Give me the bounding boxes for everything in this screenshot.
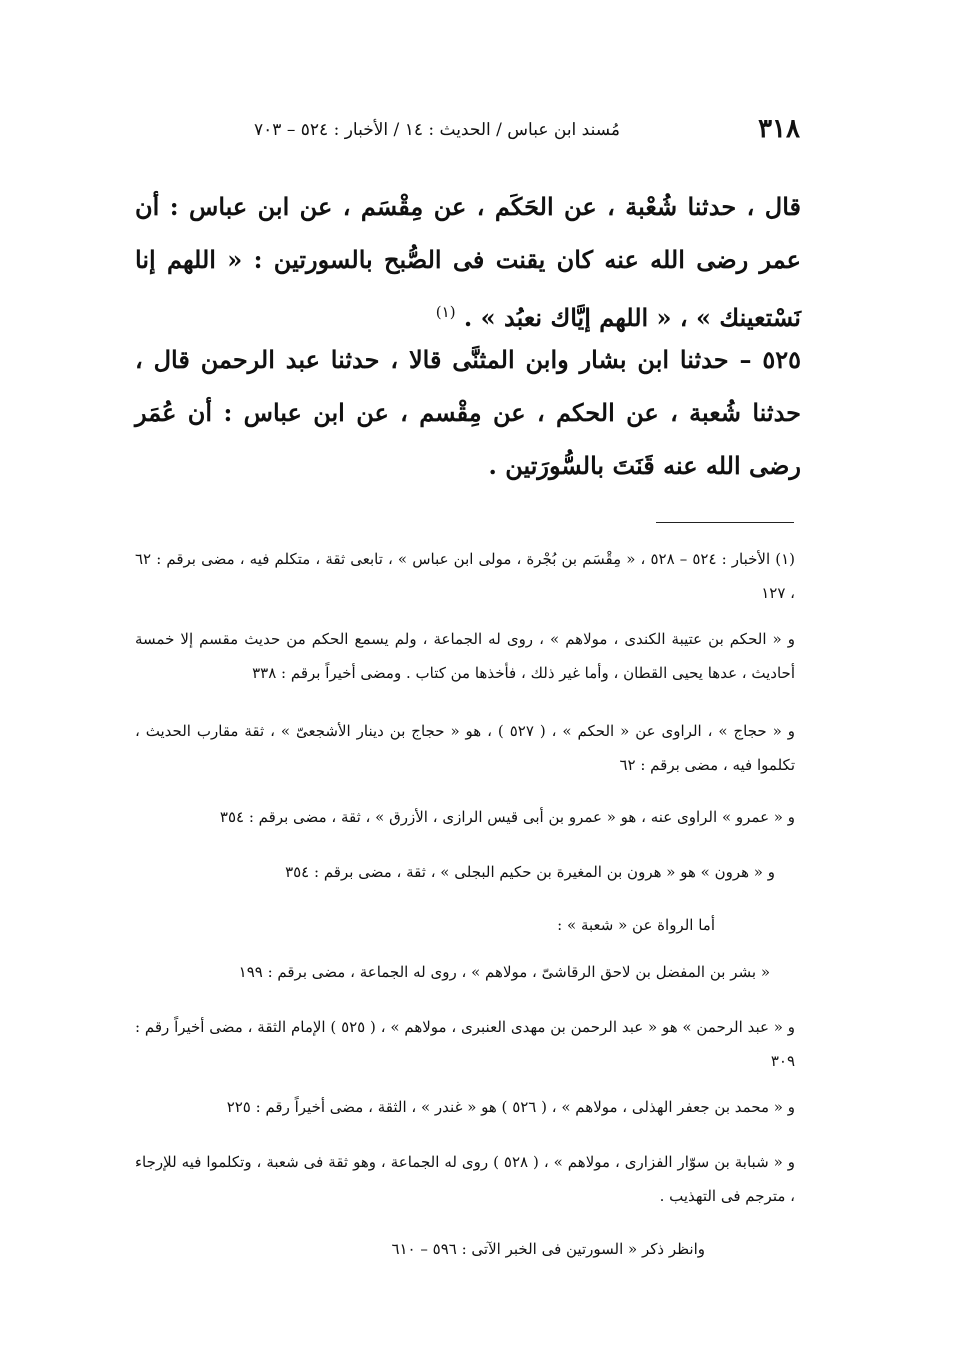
footnote-6: أما الرواة عن « شعبة » : xyxy=(557,916,715,934)
footnote-8: و « عبد الرحمن » هو « عبد الرحمن بن مهدى العنبرى ، مولاهم » ، ( ٥٢٥ ) الإمام الثقة ، مضى أخيراً رقم : ٣٠٩ xyxy=(135,1018,795,1070)
footnote-7: « بشر بن المفضل بن لاحق الرقاشىّ ، مولاهم » ، روى له الجماعة ، مضى برقم : ١٩٩ xyxy=(238,963,770,981)
footnote-marker: (١) xyxy=(435,303,456,321)
footnote-5: و « هرون » هو « هرون بن المغيرة بن حكيم البجلى » ، ثقة ، مضى برقم : ٣٥٤ xyxy=(285,863,775,881)
footnote-4: و « عمرو » الراوى عنه ، هو « عمرو بن أبى قيس الرازى ، الأزرق » ، ثقة ، مضى برقم : ٣٥٤ xyxy=(219,808,795,826)
footnote-separator xyxy=(656,522,794,523)
body-paragraph-1 xyxy=(135,180,801,344)
footnote-1: (١) الأخبار : ٥٢٤ – ٥٢٨ ، « مِقْسَم بن بُجْرة ، مولى ابن عباس » ، تابعى ثقة ، متكلم فيه ، مضى برقم : ٦٢ ، ١٢٧ xyxy=(135,550,796,602)
footnote-3: و « حجاج » ، الراوى عن « الحكم » ، ( ٥٢٧ ) ، هو « حجاج بن دينار الأشجعىّ » ، ثقة مقارب الحديث ، تكلموا فيه ، مضى برقم : ٦٢ xyxy=(135,722,795,774)
running-title: مُسند ابن عباس / الحديث : ١٤ / الأخبار : ٥٢٤ – ٧٠٣ xyxy=(254,120,620,140)
footnote-11: وانظر ذكر « السورتين فى الخبر الآتى : ٥٩٦ – ٦١٠ xyxy=(391,1240,705,1258)
footnote-10: و « شبابة بن سوّار الفزارى ، مولاهم » ، ( ٥٢٨ ) روى له الجماعة ، وهو ثقة فى شعبة ، وتكلموا فيه للإرجاء ، مترجم فى التهذيب . xyxy=(135,1153,795,1205)
page-number: ٣١٨ xyxy=(758,114,800,144)
paragraph-1-text: قال ، حدثنا شُعْبة ، عن الحَكَم ، عن مِقْسَم ، عن ابن عباس : أن عمر رضى الله عنه كان يقنت فى الصُّبح بالسورتين : « اللهم إنا نَسْتعينك » ، « اللهم إيَّاك نعبُد » . xyxy=(135,192,801,332)
footnote-2: و « الحكم بن عتيبة الكندى ، مولاهم » ، روى له الجماعة ، ولم يسمع الحكم من حديث مقسم إلا خمسة أحاديث ، عدها يحيى القطان ، وأما غير ذلك ، فأخذها من كتاب . ومضى أخيراً برقم : ٣٣٨ xyxy=(135,630,795,682)
body-paragraph-2: ٥٢٥ – حدثنا ابن بشار وابن المثنَّى قالا ، حدثنا عبد الرحمن قال ، حدثنا شُعبة ، عن الحكم ، عن مِقْسم ، عن ابن عباس : أن عُمَر رضى الله عنه قَنَتَ بالسُّورَتين . xyxy=(135,345,801,480)
footnote-9: و « محمد بن جعفر الهذلى ، مولاهم » ، ( ٥٢٦ ) هو « غندر » ، الثقة ، مضى أخيراً رقم : ٢٢٥ xyxy=(226,1098,795,1116)
